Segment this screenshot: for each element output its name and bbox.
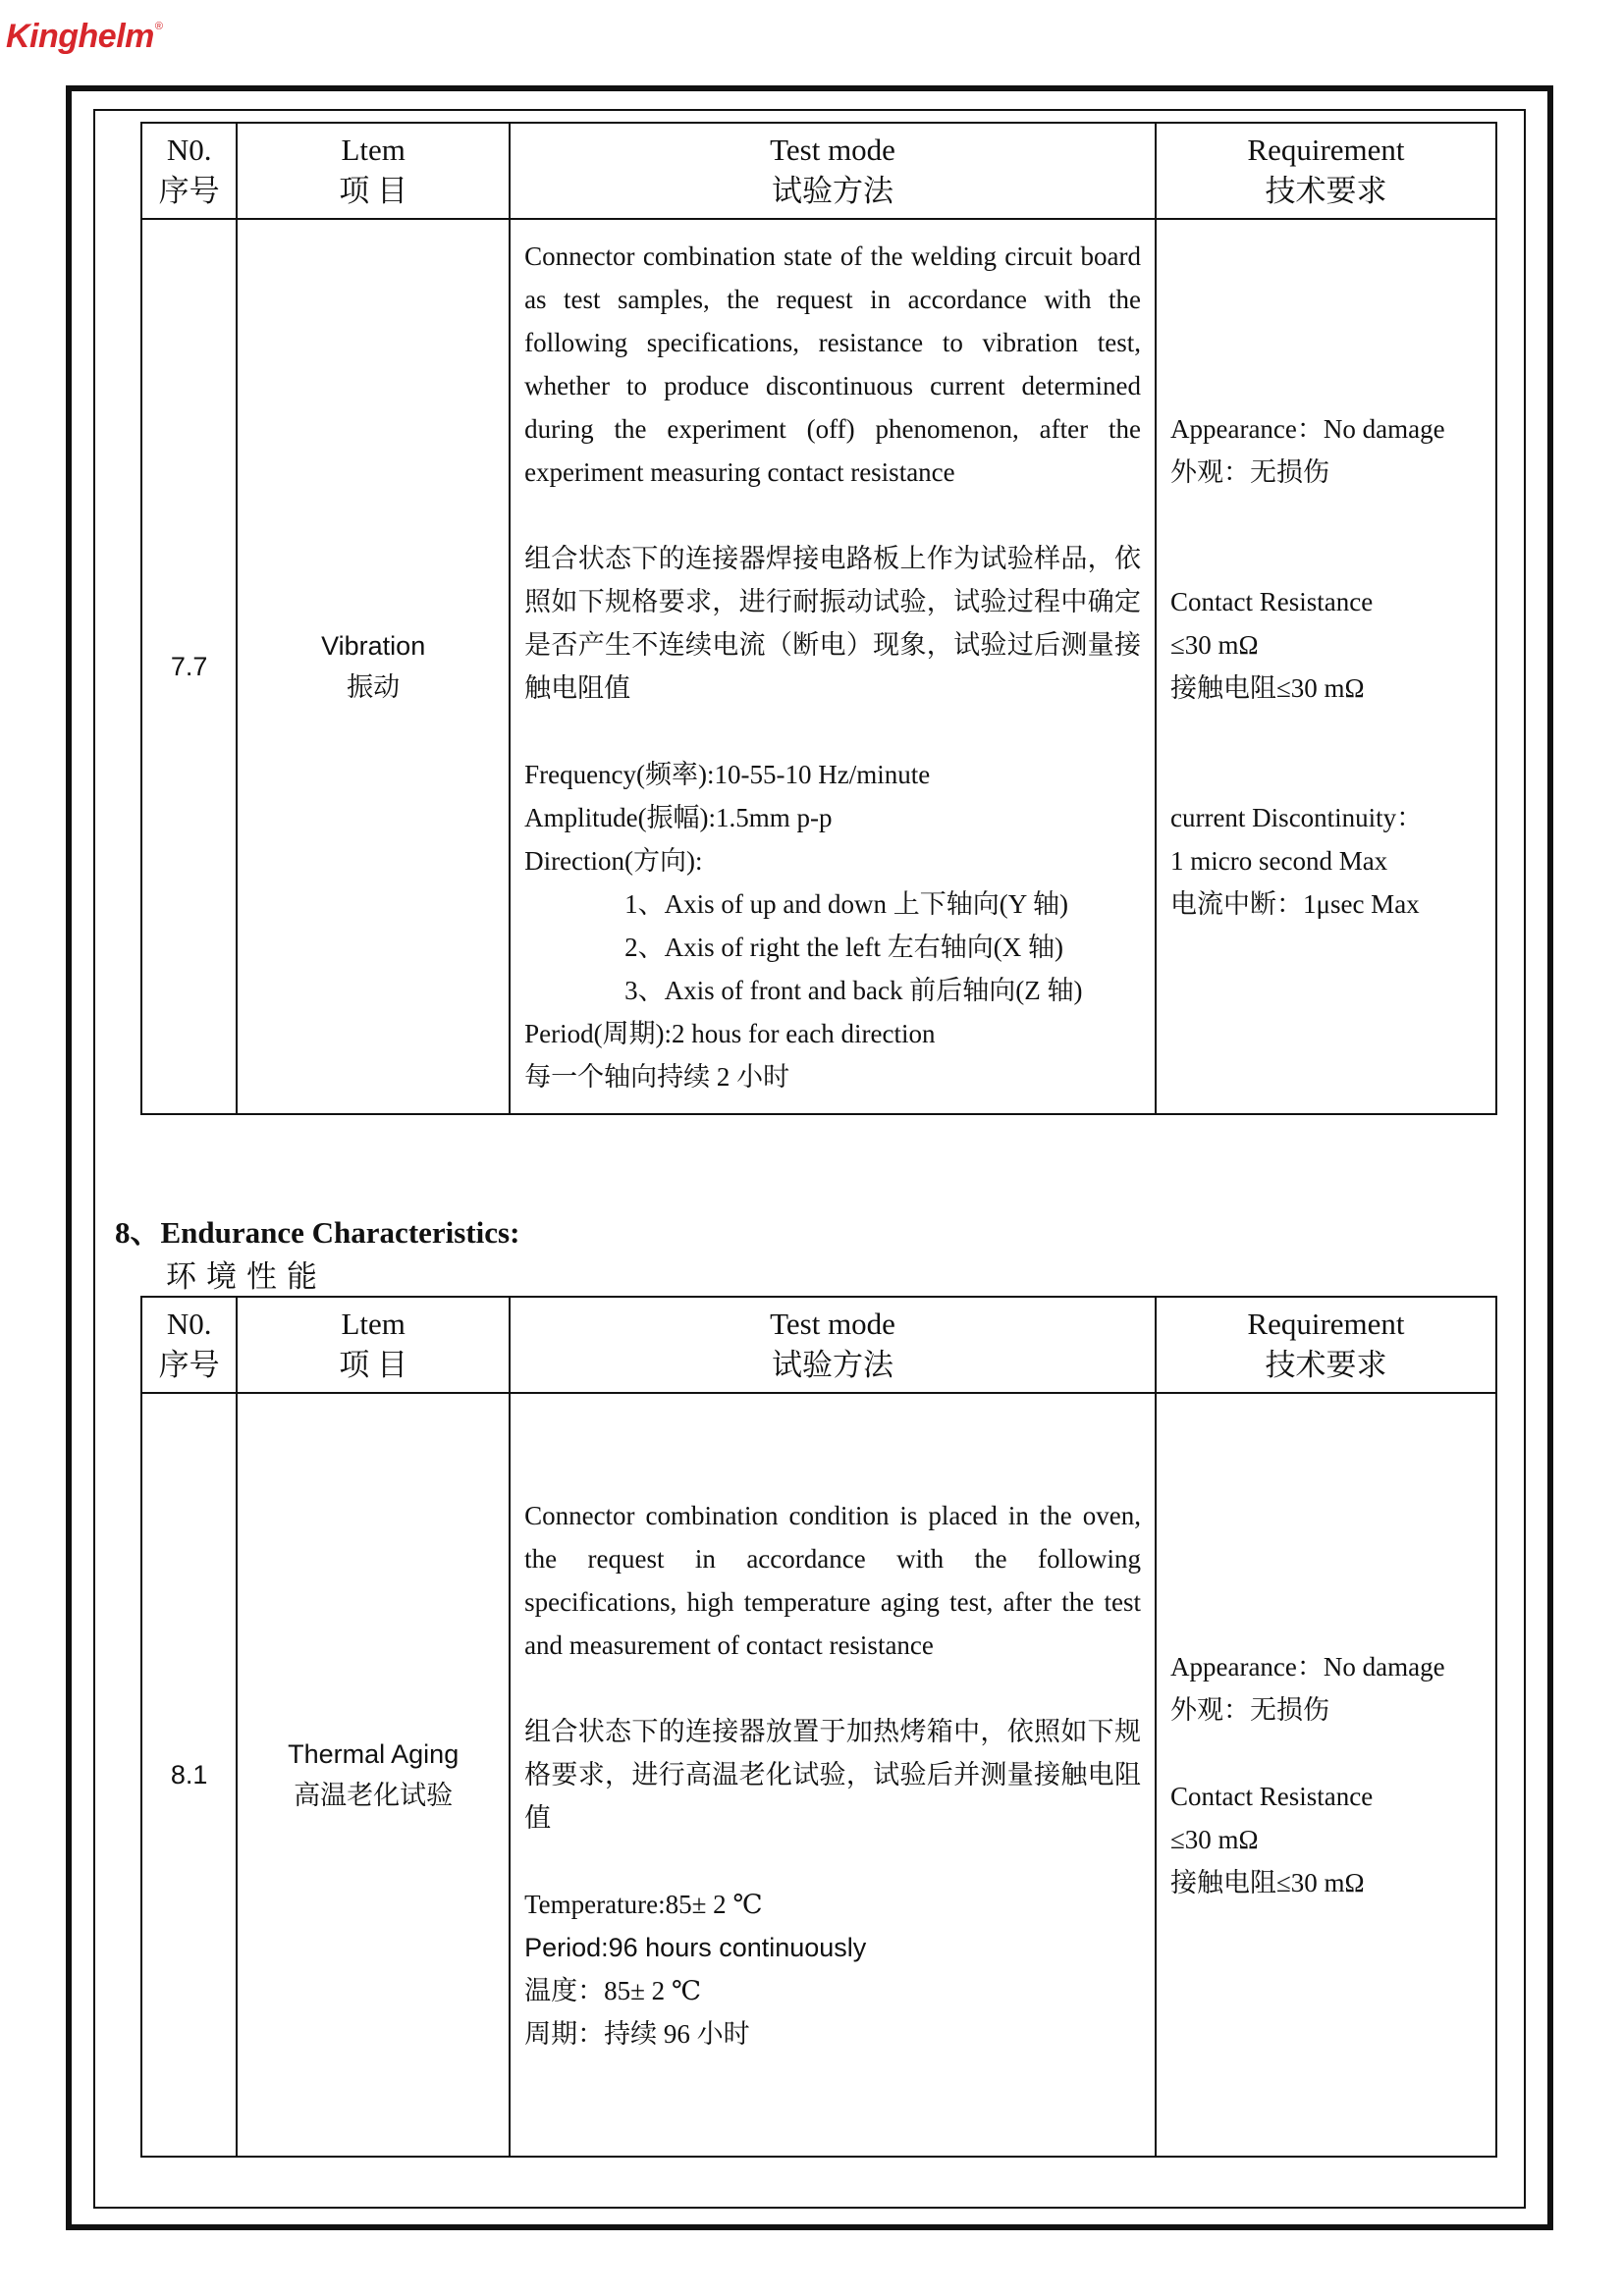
requirement: Appearance：No damage 外观：无损伤 Contact Resistance ≤30 mΩ 接触电阻≤30 mΩ current Discontinuity： 1 micro second Max 电流中断：1μsec Max [1156, 219, 1496, 1114]
period-zh: 每一个轴向持续 2 小时 [524, 1062, 790, 1092]
test-method [510, 1393, 1156, 2157]
table-header-row [141, 123, 1496, 219]
header-requirement: Requirement 技术要求 [1156, 123, 1496, 219]
section-subtitle: 环境性能 [166, 1259, 327, 1294]
period-zh: 周期：持续 96 小时 [524, 2019, 750, 2049]
header-item: Ltem 项 目 [237, 123, 510, 219]
row-number: 7.7 [141, 219, 237, 1114]
period: Period:96 hours continuously [524, 1933, 867, 1962]
section-title: 8、Endurance Characteristics: [115, 1215, 520, 1250]
test-method [510, 219, 1156, 1114]
direction: Direction(方向): [524, 846, 703, 876]
row-number: 8.1 [141, 1393, 237, 2157]
test-description-en: Connector combination condition is placed in the oven, the request in accordance with the following specifications, high temperature aging test, after the test and measurement of contact resistance [524, 1501, 1141, 1660]
table-header-row [141, 1297, 1496, 1393]
header-no: N0. 序号 [141, 1297, 237, 1393]
axis-item: 3、Axis of front and back 前后轴向(Z 轴) [624, 976, 1083, 1005]
endurance-spec-table [140, 1296, 1497, 2158]
header-test-mode: Test mode 试验方法 [510, 1297, 1156, 1393]
table-row [141, 219, 1496, 1114]
axis-item: 2、Axis of right the left 左右轴向(X 轴) [624, 933, 1064, 962]
period: Period(周期):2 hous for each direction [524, 1019, 936, 1048]
item-name: Thermal Aging 高温老化试验 [237, 1393, 510, 2157]
header-no: N0. 序号 [141, 123, 237, 219]
test-description-zh: 组合状态下的连接器放置于加热烤箱中，依照如下规格要求，进行高温老化试验，试验后并测量接触电阻值 [524, 1717, 1141, 1833]
vibration-spec-table [140, 122, 1497, 1115]
header-item: Ltem 项 目 [237, 1297, 510, 1393]
frequency: Frequency(频率):10-55-10 Hz/minute [524, 760, 931, 789]
temperature: Temperature:85± 2 ℃ [524, 1890, 763, 1919]
test-description-zh: 组合状态下的连接器焊接电路板上作为试验样品，依照如下规格要求，进行耐振动试验，试验过程中确定是否产生不连续电流（断电）现象，试验过后测量接触电阻值 [524, 544, 1141, 703]
header-requirement: Requirement 技术要求 [1156, 1297, 1496, 1393]
brand-logo: Kinghelm® [6, 18, 163, 55]
item-name: Vibration 振动 [237, 219, 510, 1114]
test-description-en: Connector combination state of the welding circuit board as test samples, the request in accordance with the following specifications, resistance to vibration test, whether to produce discontinuous current determined during the experiment (off) phenomenon, after the experiment measuring contact resistance [524, 241, 1141, 487]
temperature-zh: 温度：85± 2 ℃ [524, 1976, 702, 2005]
table-row [141, 1393, 1496, 2157]
requirement: Appearance：No damage 外观：无损伤 Contact Resistance ≤30 mΩ 接触电阻≤30 mΩ [1156, 1393, 1496, 2157]
axis-item: 1、Axis of up and down 上下轴向(Y 轴) [624, 889, 1069, 919]
amplitude: Amplitude(振幅):1.5mm p-p [524, 803, 833, 832]
header-test-mode: Test mode 试验方法 [510, 123, 1156, 219]
